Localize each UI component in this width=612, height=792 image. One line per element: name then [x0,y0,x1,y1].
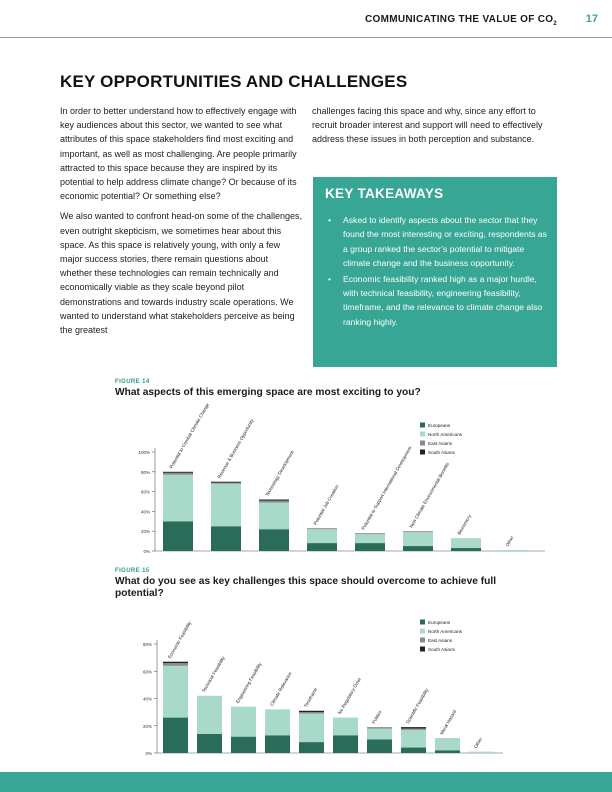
bar-segment [307,529,337,543]
bar-segment [259,529,289,551]
key-takeaways-box [313,177,557,367]
legend-label: East Asians [428,441,453,446]
bar-segment [355,533,385,534]
bar-segment [163,662,188,663]
body-paragraph: challenges facing this space and why, since any effort to recruit broader interest and support will need to effectively address these issues in both perception and substance. [312,106,543,145]
category-label: Biomimicry [456,513,473,536]
header-divider [0,37,612,38]
y-tick-label: 20% [140,529,150,535]
footer-bar [0,772,612,792]
y-tick-label: 0% [145,751,152,756]
bullet-icon: • [328,215,332,225]
category-label: Potential to Combat Climate Change [168,402,211,470]
category-label: Politics [371,709,383,725]
running-header [365,14,557,27]
category-label: Revenue & Business Opportunity [216,418,255,480]
running-header-text: COMMUNICATING THE VALUE OF CO [365,14,554,25]
bar-segment [259,502,289,529]
running-header-subscript: 2 [553,21,557,27]
bar-segment [367,728,392,739]
bar-segment [265,709,290,735]
figure-15-label: FIGURE 15 [115,568,150,574]
bar-segment [163,473,193,475]
y-tick-label: 60% [142,669,152,675]
figure-14-label: FIGURE 14 [115,379,150,385]
bar-segment [401,727,426,728]
bar-segment [367,727,392,728]
legend-swatch [420,638,425,643]
legend-label: Europeans [428,423,451,428]
legend-swatch [420,432,425,437]
y-tick-label: 20% [142,723,152,729]
legend-label: East Asians [428,638,453,643]
bar-segment [163,472,193,473]
y-tick-label: 40% [140,509,150,515]
figure-15-title: What do you see as key challenges this space should overcome to achieve full potential? [115,576,497,599]
category-label: Climate Relevance [269,671,293,707]
legend-swatch [420,441,425,446]
bar-segment [299,713,324,742]
bar-segment [163,521,193,551]
category-label: Economic Feasibility [167,620,193,660]
category-label: Technology Development [264,449,295,498]
bar-segment [451,538,481,548]
bar-segment [211,483,241,484]
category-label: Moral Hazard [439,709,458,736]
bar-segment [435,750,460,753]
bar-segment [197,696,222,734]
bar-segment [469,752,494,753]
bar-segment [355,534,385,543]
bar-segment [231,707,256,737]
y-tick-label: 0% [143,549,150,554]
bar-segment [163,666,188,718]
category-label: Other [473,736,484,750]
bullet-icon: • [328,273,332,284]
body-paragraph: In order to better understand how to effectively engage with key audiences about this sector, we wanted to see what attributes of this space stakeholders find most exciting and important, as well as most challenging. Are people primarily attracted to this space because they are inspired by its potential to help address climate change? Or because of its economic potential? Or something else? [60,106,297,202]
bar-segment [403,532,433,546]
bar-segment [163,718,188,753]
legend-label: South Asians [428,647,455,652]
key-takeaways-title: KEY TAKEAWAYS [325,186,444,201]
figure-15-chart [0,604,612,764]
legend-swatch [420,423,425,428]
bar-segment [211,484,241,527]
bar-segment [403,531,433,532]
y-tick-label: 60% [140,489,150,495]
category-label: Engineering Feasibility [235,661,263,705]
bar-segment [401,748,426,753]
y-tick-label: 80% [142,642,152,647]
category-label: No Regulatory Drive [337,676,363,716]
takeaway-text: Economic feasibility ranked high as a major hurdle, with technical feasibility, engineering feasibility, timeframe, and the relevance to climate change also ranking highly. [343,273,543,327]
bar-segment [265,735,290,753]
legend-swatch [420,647,425,652]
category-label: Scientific Feasibility [405,687,430,725]
bar-segment [163,475,193,522]
bar-segment [299,711,324,712]
bar-segment [259,501,289,503]
bar-segment [307,543,337,551]
bar-segment [259,500,289,501]
key-takeaways-list [327,213,549,330]
bar-segment [307,528,337,529]
bar-segment [355,543,385,551]
takeaway-item [327,272,549,330]
takeaway-item [327,213,549,271]
category-label: Timeframe [303,686,319,709]
y-tick-label: 40% [142,696,152,702]
figure-14-chart [0,400,612,562]
legend-swatch [420,450,425,455]
legend-swatch [420,620,425,625]
legend-label: Europeans [428,620,451,625]
body-paragraph: We also wanted to confront head-on some of the challenges, even outright skepticism, we sometimes hear about this space. As this space is relatively young, with only a few major success stories, there remain questions about whether these technologies can remain technically and economically viable as they scale beyond pilot demonstrations and towards industry scale operations. We wanted to understand what stakeholders perceive as being the greatest [60,211,302,336]
legend-label: South Asians [428,450,455,455]
bar-segment [211,526,241,551]
bar-segment [401,730,426,748]
figure-14-title: What aspects of this emerging space are most exciting to you? [115,387,421,398]
right-column [312,104,548,153]
bar-segment [333,718,358,736]
bar-segment [299,742,324,753]
bar-segment [451,548,481,551]
bar-segment [333,735,358,753]
bar-segment [403,546,433,551]
category-label: Technical Feasibility [201,655,226,694]
bar-segment [197,734,222,753]
bar-segment [367,739,392,753]
category-label: Potential to Support International Development [360,445,413,531]
bar-segment [499,550,529,551]
category-label: Potential Job Creation [312,484,340,526]
legend-swatch [420,629,425,634]
bar-segment [435,738,460,750]
bar-segment [163,663,188,666]
bar-segment [211,482,241,483]
takeaway-text: Asked to identify aspects about the sector that they found the most interesting or exciting, respondents as a group ranked the sector’s potential to mitigate climate change and the business opportunity. [343,215,547,269]
legend-label: North Americans [428,432,462,437]
bar-segment [299,712,324,713]
legend-label: North Americans [428,629,462,634]
page-number: 17 [585,13,598,25]
y-tick-label: 100% [138,450,150,455]
y-tick-label: 80% [140,469,150,475]
category-label: New Climate Environmental Benefits [408,461,451,529]
bar-segment [231,737,256,753]
category-label: Other [504,535,515,548]
left-column [60,104,302,343]
bar-segment [401,728,426,729]
section-title: KEY OPPORTUNITIES AND CHALLENGES [60,72,408,91]
